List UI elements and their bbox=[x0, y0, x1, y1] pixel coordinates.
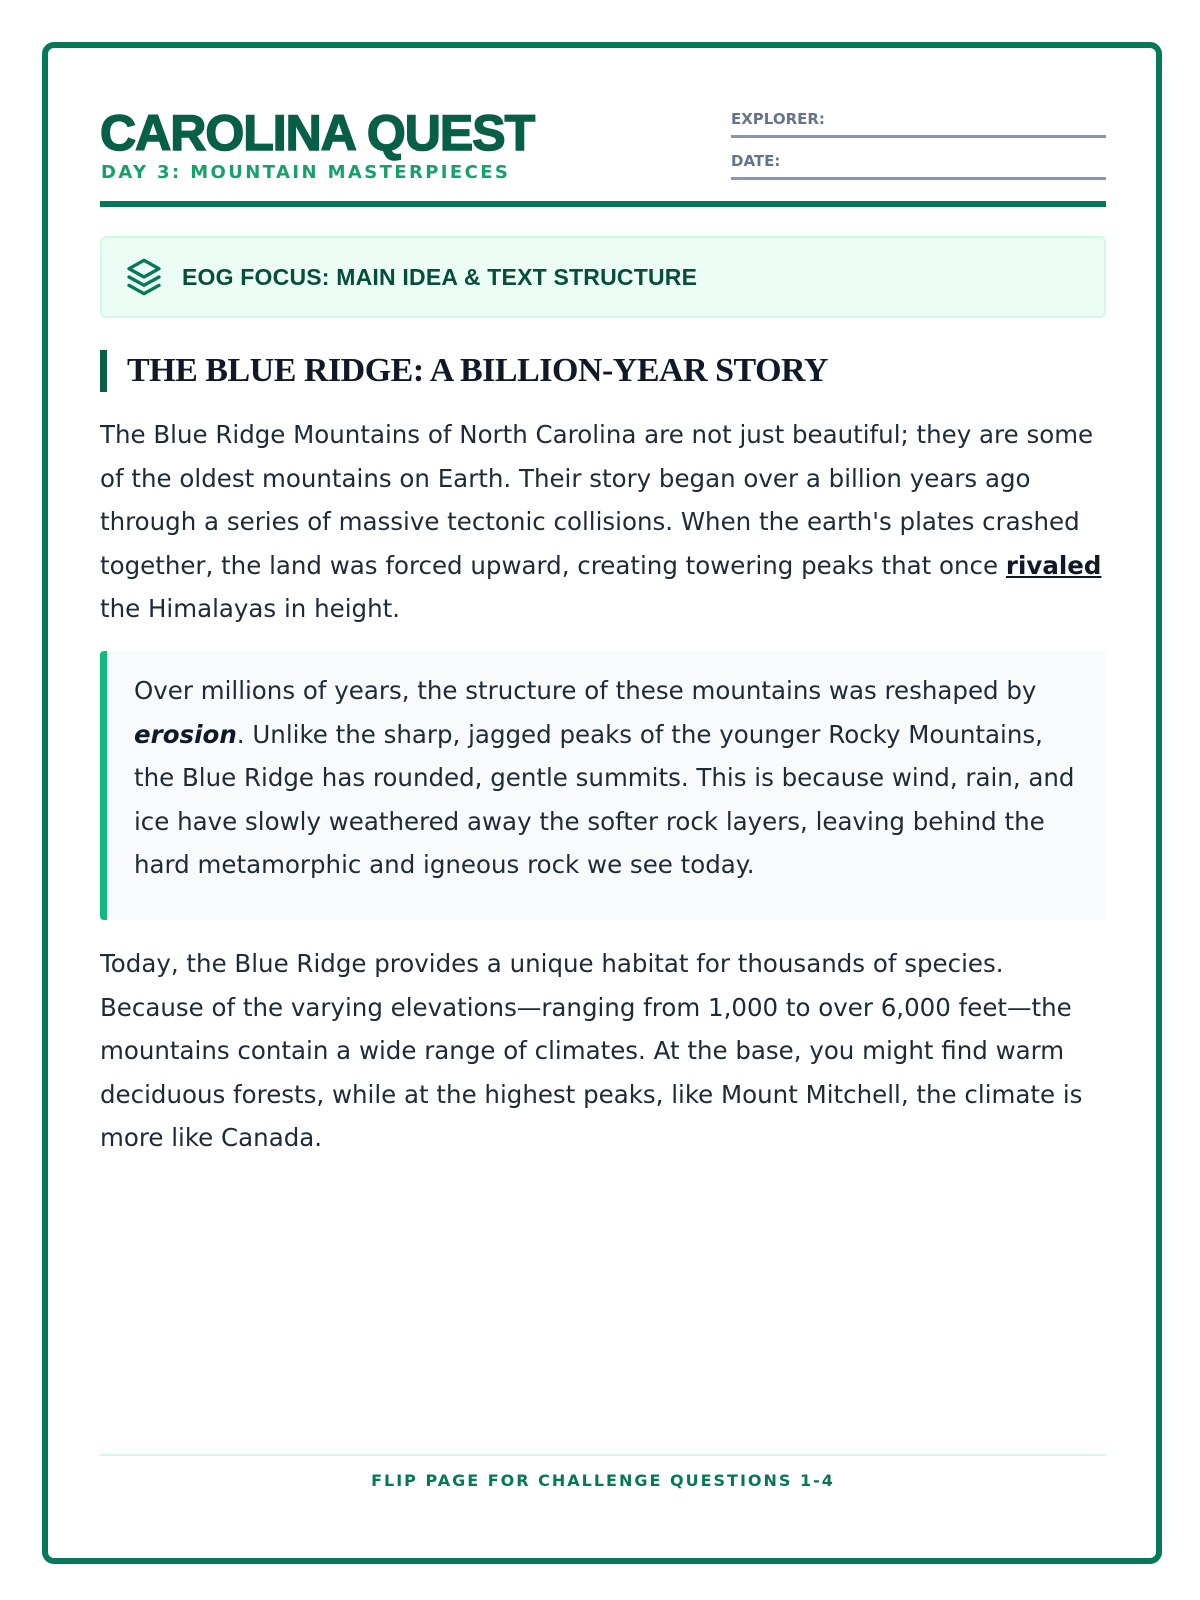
footer-note: FLIP PAGE FOR CHALLENGE QUESTIONS 1-4 bbox=[371, 1471, 835, 1490]
vocab-term-erosion: erosion bbox=[134, 719, 237, 749]
worksheet-subtitle: DAY 3: MOUNTAIN MASTERPIECES bbox=[101, 162, 511, 183]
paragraph-1 bbox=[100, 413, 1110, 631]
paragraph-2 bbox=[134, 669, 1086, 887]
footer-divider bbox=[100, 1454, 1106, 1456]
worksheet-title: CAROLINA QUEST bbox=[100, 105, 535, 161]
paragraph-2-text: Over millions of years, the structure of these mountains was reshaped by bbox=[134, 676, 1037, 705]
layers-icon bbox=[124, 257, 164, 297]
date-field[interactable] bbox=[731, 152, 1106, 180]
article-heading: THE BLUE RIDGE: A BILLION-YEAR STORY bbox=[100, 350, 828, 392]
eog-focus-label: EOG FOCUS: MAIN IDEA & TEXT STRUCTURE bbox=[182, 263, 698, 290]
paragraph-1-text-end: the Himalayas in height. bbox=[100, 594, 400, 624]
date-label: DATE: bbox=[731, 152, 781, 170]
eog-focus-banner bbox=[100, 236, 1106, 318]
vocab-term-rivaled: rivaled bbox=[1005, 550, 1102, 580]
header-divider bbox=[100, 201, 1106, 207]
explorer-field[interactable] bbox=[731, 110, 1106, 138]
highlighted-passage bbox=[100, 651, 1106, 920]
paragraph-1-text: The Blue Ridge Mountains of North Carolina are not just beautiful; they are some of the oldest mountains on Earth. Their story began over a billion years ago through a series of massive tectonic collisions. When the earth's plates crashed together, the land was forced upward, creating towering peaks that once bbox=[100, 420, 1094, 580]
paragraph-2-text-end: . Unlike the sharp, jagged peaks of the younger Rocky Mountains, the Blue Ridge has rounded, gentle summits. This is because wind, rain, and ice have slowly weathered away the softer rock layers, leaving behind the hard metamorphic and igneous rock we see today. bbox=[134, 719, 1075, 880]
explorer-label: EXPLORER: bbox=[731, 110, 825, 128]
paragraph-3: Today, the Blue Ridge provides a unique habitat for thousands of species. Because of the varying elevations—ranging from 1,000 to over 6,000 feet—the mountains contain a wide range of climates. At the base, you might find warm deciduous forests, while at the highest peaks, like Mount Mitchell, the climate is more like Canada. bbox=[100, 949, 1083, 1153]
